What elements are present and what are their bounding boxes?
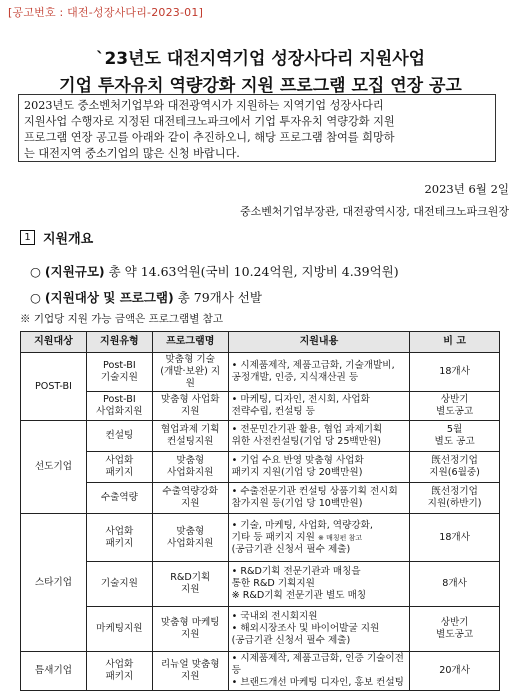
cell-type: Post-BI 사업화지원 [86, 392, 152, 421]
bullet-support-scale [30, 262, 399, 280]
cell-type: 기술지원 [86, 562, 152, 607]
cell-note: 18개사 [410, 514, 500, 562]
cell-content: • 시제품제작, 제품고급화, 인증 기술이전 등 • 브랜드개선 마케팅 디자인, 홍보 컨설팅 [228, 652, 410, 691]
cell-type: Post-BI 기술지원 [86, 353, 152, 392]
content-small-note: ※ 매칭펀 참고 [318, 533, 363, 542]
cell-content: • 기업 수요 반영 맞춤형 사업화 패키지 지원(기업 당 20백만원) [228, 452, 410, 483]
cell-type: 컨설팅 [86, 421, 152, 452]
cell-note: 18개사 [410, 353, 500, 392]
cell-type: 사업화 패키지 [86, 652, 152, 691]
cell-content: • 마케팅, 디자인, 전시회, 사업화 전략수립, 컨설팅 등 [228, 392, 410, 421]
table-row [21, 607, 500, 652]
cell-note: 旣선정기업 지원(하반기) [410, 483, 500, 514]
intro-line: 는 대전지역 중소기업의 많은 신청 바랍니다. [24, 147, 240, 160]
cell-program: 수출역량강화 지원 [152, 483, 228, 514]
notice-number: [공고번호 : 대전-성장사다리-2023-01] [8, 6, 204, 19]
section-heading [20, 228, 93, 247]
intro-line: 프로그램 연장 공고를 아래와 같이 추진하오니, 해당 프로그램 참여를 희망하 [24, 131, 395, 144]
cell-note: 상반기 별도공고 [410, 392, 500, 421]
cell-type: 수출역량 [86, 483, 152, 514]
cell-target: 선도기업 [21, 421, 87, 514]
bullet-text: 총 약 14.63억원(국비 10.24억원, 지방비 4.39억원) [108, 264, 399, 279]
header-content: 지원내용 [228, 332, 410, 353]
cell-target: 스타기업 [21, 514, 87, 652]
cell-program: 맞춤형 사업화 지원 [152, 392, 228, 421]
table-row [21, 483, 500, 514]
intro-line: 2023년도 중소벤처기업부와 대전광역시가 지원하는 지역기업 성장사다리 [24, 99, 384, 112]
bullet-mark: ○ [30, 290, 41, 305]
header-type: 지원유형 [86, 332, 152, 353]
table-header-row [21, 332, 500, 353]
cell-content: • 수출전문기관 컨설팅 상품기획 전시회 참가지원 등(기업 당 10백만원) [228, 483, 410, 514]
table-row [21, 562, 500, 607]
cell-program: 리뉴얼 맞춤형 지원 [152, 652, 228, 691]
cell-program: 맞춤형 사업화지원 [152, 452, 228, 483]
content-main: • 기술, 마케팅, 사업화, 역량강화, 기타 등 패키지 지원 [231, 519, 373, 543]
cell-note: 旣선정기업 지원(6월중) [410, 452, 500, 483]
bullet-text: 총 79개사 선발 [177, 290, 262, 305]
cell-content: • 전문민간기관 활용, 협업 과제기획 위한 사전컨설팅(기업 당 25백만원) [228, 421, 410, 452]
title-line-1: `23년도 대전지역기업 성장사다리 지원사업 [95, 49, 426, 69]
cell-program: 맞춤형 마케팅 지원 [152, 607, 228, 652]
table-row [21, 652, 500, 691]
table-row [21, 452, 500, 483]
cell-type: 사업화 패키지 [86, 452, 152, 483]
cell-target: POST-BI [21, 353, 87, 421]
title-line-2: 기업 투자유치 역량강화 지원 프로그램 모집 연장 공고 [59, 76, 462, 96]
header-target: 지원대상 [21, 332, 87, 353]
intro-box [18, 94, 496, 162]
cell-note: 5월 별도 공고 [410, 421, 500, 452]
cell-program: R&D기획 지원 [152, 562, 228, 607]
bullet-support-target [30, 288, 262, 306]
intro-line: 지원사업 수행자로 지정된 대전테크노파크에서 기업 투자유치 역량강화 지원 [24, 115, 395, 128]
section-number-box: 1 [20, 230, 35, 245]
program-table [20, 331, 500, 691]
table-row [21, 353, 500, 392]
header-program: 프로그램명 [152, 332, 228, 353]
cell-program: 맞춤형 사업화지원 [152, 514, 228, 562]
cell-target: 틈새기업 [21, 652, 87, 691]
table-row [21, 421, 500, 452]
header-note: 비 고 [410, 332, 500, 353]
cell-note: 20개사 [410, 652, 500, 691]
cell-note: 상반기 별도공고 [410, 607, 500, 652]
bullet-mark: ○ [30, 264, 41, 279]
cell-content: • R&D기획 전문기관과 매칭을 통한 R&D 기획지원 ※ R&D기획 전문기관 별도 매칭 [228, 562, 410, 607]
cell-content: • 시제품제작, 제품고급화, 기술개발비, 공정개발, 인증, 지식재산권 등 [228, 353, 410, 392]
cell-content [228, 514, 410, 562]
bullet-label: (지원대상 및 프로그램) [44, 290, 174, 305]
note-text: ※ 기업당 지원 가능 금액은 프로그램별 참고 [20, 313, 223, 325]
announcement-date: 2023년 6월 2일 [424, 182, 509, 196]
cell-note: 8개사 [410, 562, 500, 607]
cell-program: 협업과제 기획 컨설팅지원 [152, 421, 228, 452]
section-title: 지원개요 [43, 232, 94, 247]
bullet-label: (지원규모) [44, 264, 105, 279]
signatories: 중소벤처기업부장관, 대전광역시장, 대전테크노파크원장 [239, 205, 509, 218]
content-tail: (공급기관 신청서 필수 제출) [231, 543, 351, 555]
cell-content: • 국내외 전시회지원 • 해외시장조사 및 바이어발굴 지원 (공급기관 신청서 필수 제출) [228, 607, 410, 652]
cell-program: 맞춤형 기술 (개발·보완) 지원 [152, 353, 228, 392]
table-row [21, 514, 500, 562]
table-row [21, 392, 500, 421]
cell-type: 마케팅지원 [86, 607, 152, 652]
cell-type: 사업화 패키지 [86, 514, 152, 562]
